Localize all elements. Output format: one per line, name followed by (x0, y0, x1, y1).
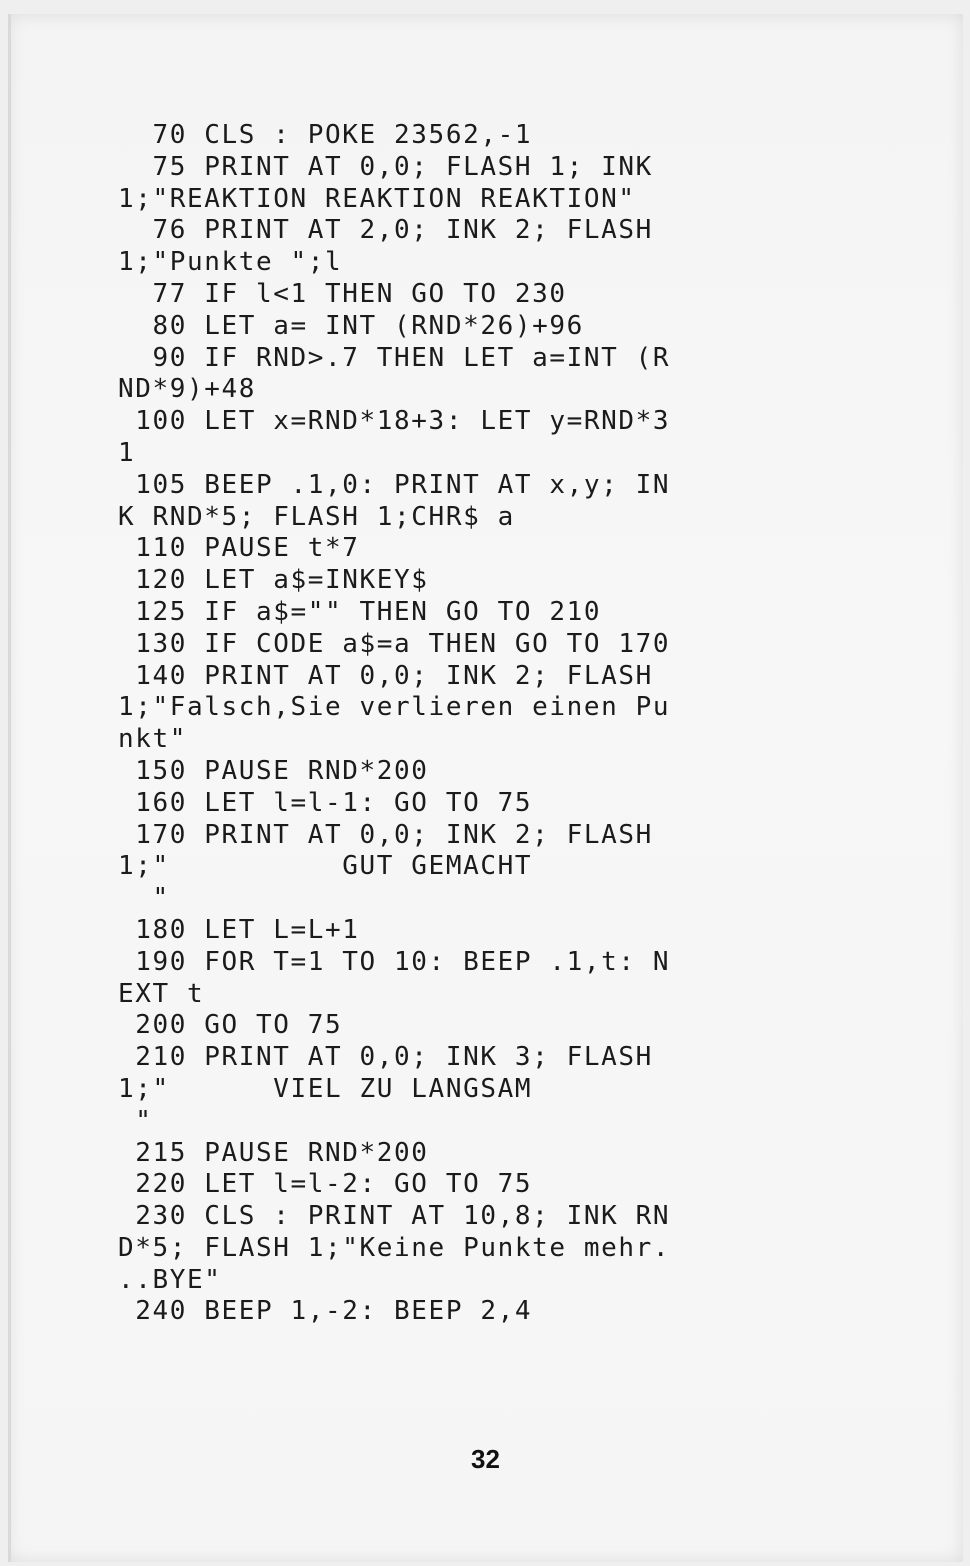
code-line: ND*9)+48 (118, 374, 257, 405)
code-line: 120 LET a$=INKEY$ (118, 565, 429, 596)
code-line: " (118, 1105, 153, 1136)
code-line: nkt" (118, 724, 188, 755)
code-line: 210 PRINT AT 0,0; INK 3; FLASH (118, 1042, 653, 1073)
code-line: 180 LET L=L+1 (118, 914, 360, 945)
code-line: 1;"Falsch,Sie verlieren einen Pu (118, 692, 671, 723)
code-line: 150 PAUSE RND*200 (118, 755, 429, 786)
code-line: 90 IF RND>.7 THEN LET a=INT (R (118, 342, 671, 373)
code-line: 75 PRINT AT 0,0; FLASH 1; INK (118, 151, 653, 182)
code-line: 80 LET a= INT (RND*26)+96 (118, 310, 584, 341)
code-line: 1;" GUT GEMACHT (118, 851, 533, 882)
code-line: 77 IF l<1 THEN GO TO 230 (118, 278, 567, 309)
code-line: 215 PAUSE RND*200 (118, 1137, 429, 1168)
code-line: EXT t (118, 978, 205, 1009)
code-line: 160 LET l=l-1: GO TO 75 (118, 787, 533, 818)
code-line: " (118, 883, 170, 914)
code-line: 100 LET x=RND*18+3: LET y=RND*3 (118, 406, 671, 437)
code-line: 105 BEEP .1,0: PRINT AT x,y; IN (118, 469, 671, 500)
code-line: 230 CLS : PRINT AT 10,8; INK RN (118, 1201, 671, 1232)
code-line: 1;"REAKTION REAKTION REAKTION" (118, 183, 636, 214)
page-edge (8, 14, 11, 1562)
code-line: 1;"Punkte ";l (118, 247, 343, 278)
code-line: ..BYE" (118, 1264, 222, 1295)
book-page (8, 14, 963, 1562)
code-line: 200 GO TO 75 (118, 1010, 343, 1041)
page-number: 32 (471, 1444, 500, 1474)
code-line: 140 PRINT AT 0,0; INK 2; FLASH (118, 660, 653, 691)
basic-program-listing (118, 120, 670, 1328)
code-line: 1;" VIEL ZU LANGSAM (118, 1073, 533, 1104)
code-line: D*5; FLASH 1;"Keine Punkte mehr. (118, 1232, 671, 1263)
code-line: 125 IF a$="" THEN GO TO 210 (118, 596, 602, 627)
code-line: 240 BEEP 1,-2: BEEP 2,4 (118, 1296, 533, 1327)
code-line: 70 CLS : POKE 23562,-1 (118, 120, 533, 150)
code-line: 170 PRINT AT 0,0; INK 2; FLASH (118, 819, 653, 850)
code-line: 130 IF CODE a$=a THEN GO TO 170 (118, 628, 671, 659)
code-line: 220 LET l=l-2: GO TO 75 (118, 1169, 533, 1200)
code-line: K RND*5; FLASH 1;CHR$ a (118, 501, 515, 532)
code-line: 1 (118, 437, 136, 468)
code-line: 190 FOR T=1 TO 10: BEEP .1,t: N (118, 946, 671, 977)
code-line: 110 PAUSE t*7 (118, 533, 360, 564)
code-line: 76 PRINT AT 2,0; INK 2; FLASH (118, 215, 653, 246)
